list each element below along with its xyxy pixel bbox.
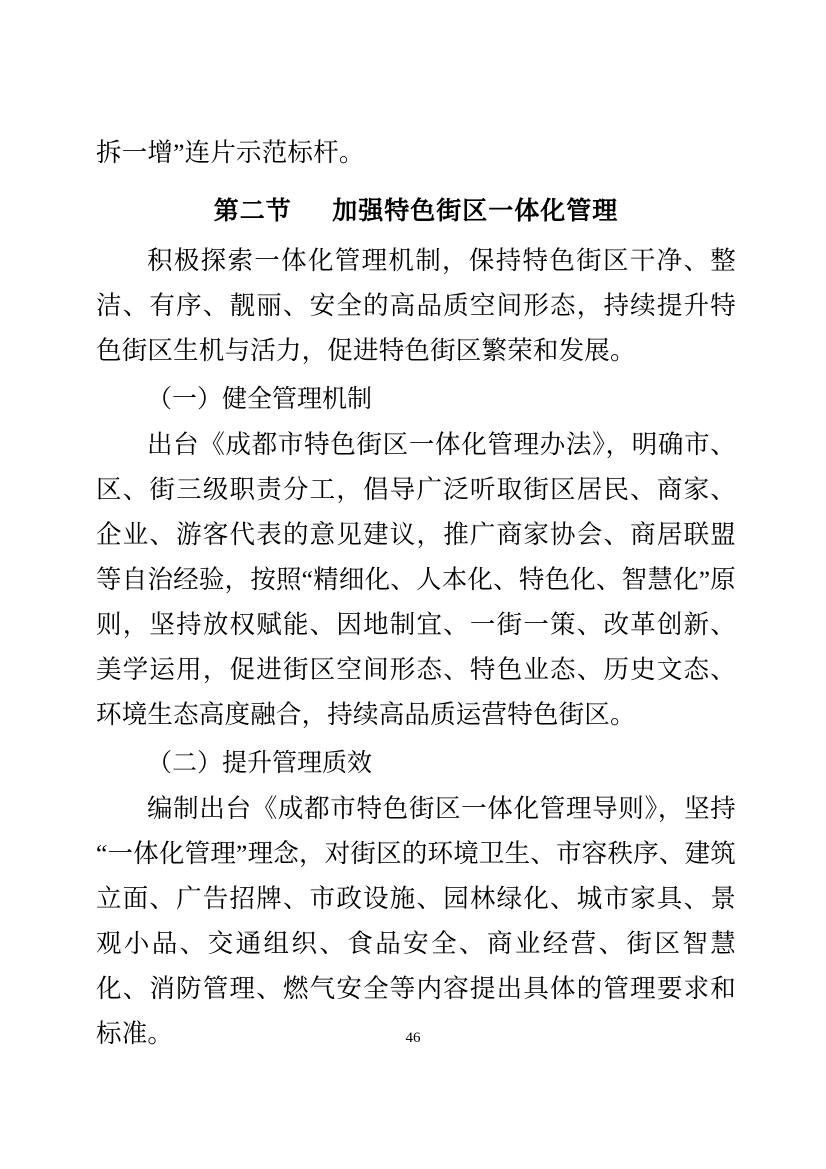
section-heading-label: 第二节: [213, 198, 292, 225]
intro-paragraph: 积极探索一体化管理机制，保持特色街区干净、整洁、有序、靓丽、安全的高品质空间形态，持续提升特色街区生机与活力，促进特色街区繁荣和发展。: [96, 246, 736, 365]
page-content: [96, 130, 736, 1056]
page-number: 46: [405, 1030, 421, 1046]
section-heading: [96, 189, 736, 234]
subsection-two-title: （二）提升管理质效: [147, 750, 373, 777]
spacer: [96, 175, 736, 179]
subsection-two-body: 编制出台《成都市特色街区一体化管理导则》，坚持“一体化管理”理念，对街区的环境卫生、市容秩序、建筑立面、广告招牌、市政设施、园林绿化、城市家具、景观小品、交通组织、食品安全、商业经营、街区智慧化、消防管理、燃气安全等内容提出具体的管理要求和标准。: [96, 794, 736, 1048]
subsection-one-body: 出台《成都市特色街区一体化管理办法》，明确市、区、街三级职责分工，倡导广泛听取街区居民、商家、企业、游客代表的意见建议，推广商家协会、商居联盟等自治经验，按照“精细化、人本化、特色化、智慧化”原则，坚持放权赋能、因地制宜、一街一策、改革创新、美学运用，促进街区空间形态、特色业态、历史文态、环境生态高度融合，持续高品质运营特色街区。: [96, 430, 736, 729]
subsection-one-title: （一）健全管理机制: [147, 386, 373, 413]
continued-paragraph: 拆一增”连片示范标杆。: [96, 138, 365, 167]
section-heading-title: 加强特色街区一体化管理: [332, 198, 619, 225]
